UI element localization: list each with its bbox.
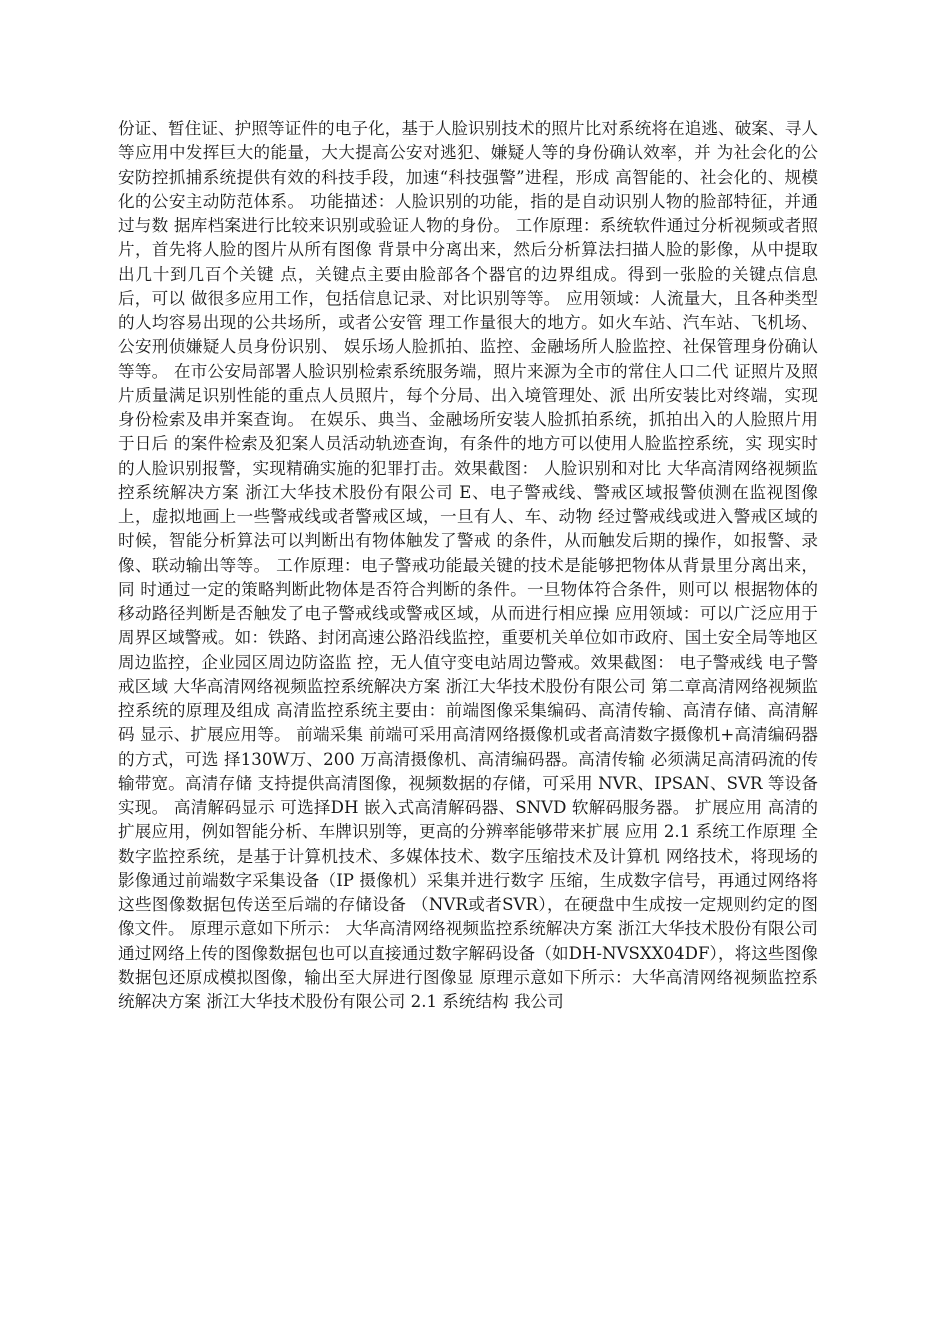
body-text: 份证、暂住证、护照等证件的电子化，基于人脸识别技术的照片比对系统将在追逃、破案、寻人 等应用中发挥巨大的能量，大大提高公安对逃犯、嫌疑人等的身份确认效率，并 为社会化的公安防控抓捕系统提供有效的科技手段，加速“科技强警”进程，形成 高智能的、社会化的、规模化的公安主动防范体系。 功能描述：人脸识别的功能，指的是自动识别人物的脸部特征，并通过与数 据库档案进行比较来识别或验证人物的身份。 工作原理：系统软件通过分析视频或者照片，首先将人脸的图片从所有图像 背景中分离出来，然后分析算法扫描人脸的影像，从中提取出几十到几百个关键 点，关键点主要由脸部各个器官的边界组成。得到一张脸的关键点信息后，可以 做很多应用工作，包括信息记录、对比识别等等。 应用领域：人流量大，且各种类型的人均容易出现的公共场所，或者公安管 理工作量很大的地方。如火车站、汽车站、飞机场、公安刑侦嫌疑人员身份识别、 娱乐场人脸抓拍、监控、金融场所人脸监控、社保管理身份确认等等。 在市公安局部署人脸识别检索系统服务端，照片来源为全市的常住人口二代 证照片及照片质量满足识别性能的重点人员照片，每个分局、出入境管理处、派 出所安装比对终端，实现身份检索及串并案查询。 在娱乐、典当、金融场所安装人脸抓拍系统，抓拍出入的人脸照片用于日后 的案件检索及犯案人员活动轨迹查询，有条件的地方可以使用人脸监控系统，实 现实时的人脸识别报警，实现精确实施的犯罪打击。效果截图： 人脸识别和对比 大华高清网络视频监控系统解决方案 浙江大华技术股份有限公司 E、电子警戒线、警戒区域报警侦测在监视图像上，虚拟地画上一些警戒线或者警戒区域，一旦有人、车、动物 经过警戒线或进入警戒区域的时候，智能分析算法可以判断出有物体触发了警戒 的条件，从而触发后期的操作，如报警、录像、联动输出等等。 工作原理：电子警戒功能最关键的技术是能够把物体从背景里分离出来，同 时通过一定的策略判断此物体是否符合判断的条件。一旦物体符合条件，则可以 根据物体的移动路径判断是否触发了电子警戒线或警戒区域，从而进行相应操 应用领域：可以广泛应用于周界区域警戒。如：铁路、封闭高速公路沿线监控，重要机关单位如市政府、国土安全局等地区周边监控，企业园区周边防盗监 控，无人值守变电站周边警戒。效果截图： 电子警戒线 电子警戒区域 大华高清网络视频监控系统解决方案 浙江大华技术股份有限公司 第二章高清网络视频监控系统的原理及组成 高清监控系统主要由：前端图像采集编码、高清传输、高清存储、高清解码 显示、扩展应用等。 前端采集 前端可采用高清网络摄像机或者高清数字摄像机+高清编码器的方式，可选 择130W万、200 万高清摄像机、高清编码器。高清传输 必须满足高清码流的传输带宽。高清存储 支持提供高清图像，视频数据的存储，可采用 NVR、IPSAN、SVR 等设备 实现。 高清解码显示 可选择DH 嵌入式高清解码器、SNVD 软解码服务器。 扩展应用 高清的扩展应用，例如智能分析、车牌识别等，更高的分辨率能够带来扩展 应用 2.1 系统工作原理 全数字监控系统，是基于计算机技术、多媒体技术、数字压缩技术及计算机 网络技术，将现场的影像通过前端数字采集设备（IP 摄像机）采集并进行数字 压缩，生成数字信号，再通过网络将这些图像数据包传送至后端的存储设备 （NVR或者SVR），在硬盘中生成按一定规则约定的图像文件。 原理示意如下所示： 大华高清网络视频监控系统解决方案 浙江大华技术股份有限公司 通过网络上传的图像数据包也可以直接通过数字解码设备（如DH-NVSXX04DF），将这些图像数据包还原成模拟图像，输出至大屏进行图像显 原理示意如下所示：大华高清网络视频监控系统解决方案 浙江大华技术股份有限公司 2.1 系统结构 我公司 <box>118 119 818 1011</box>
